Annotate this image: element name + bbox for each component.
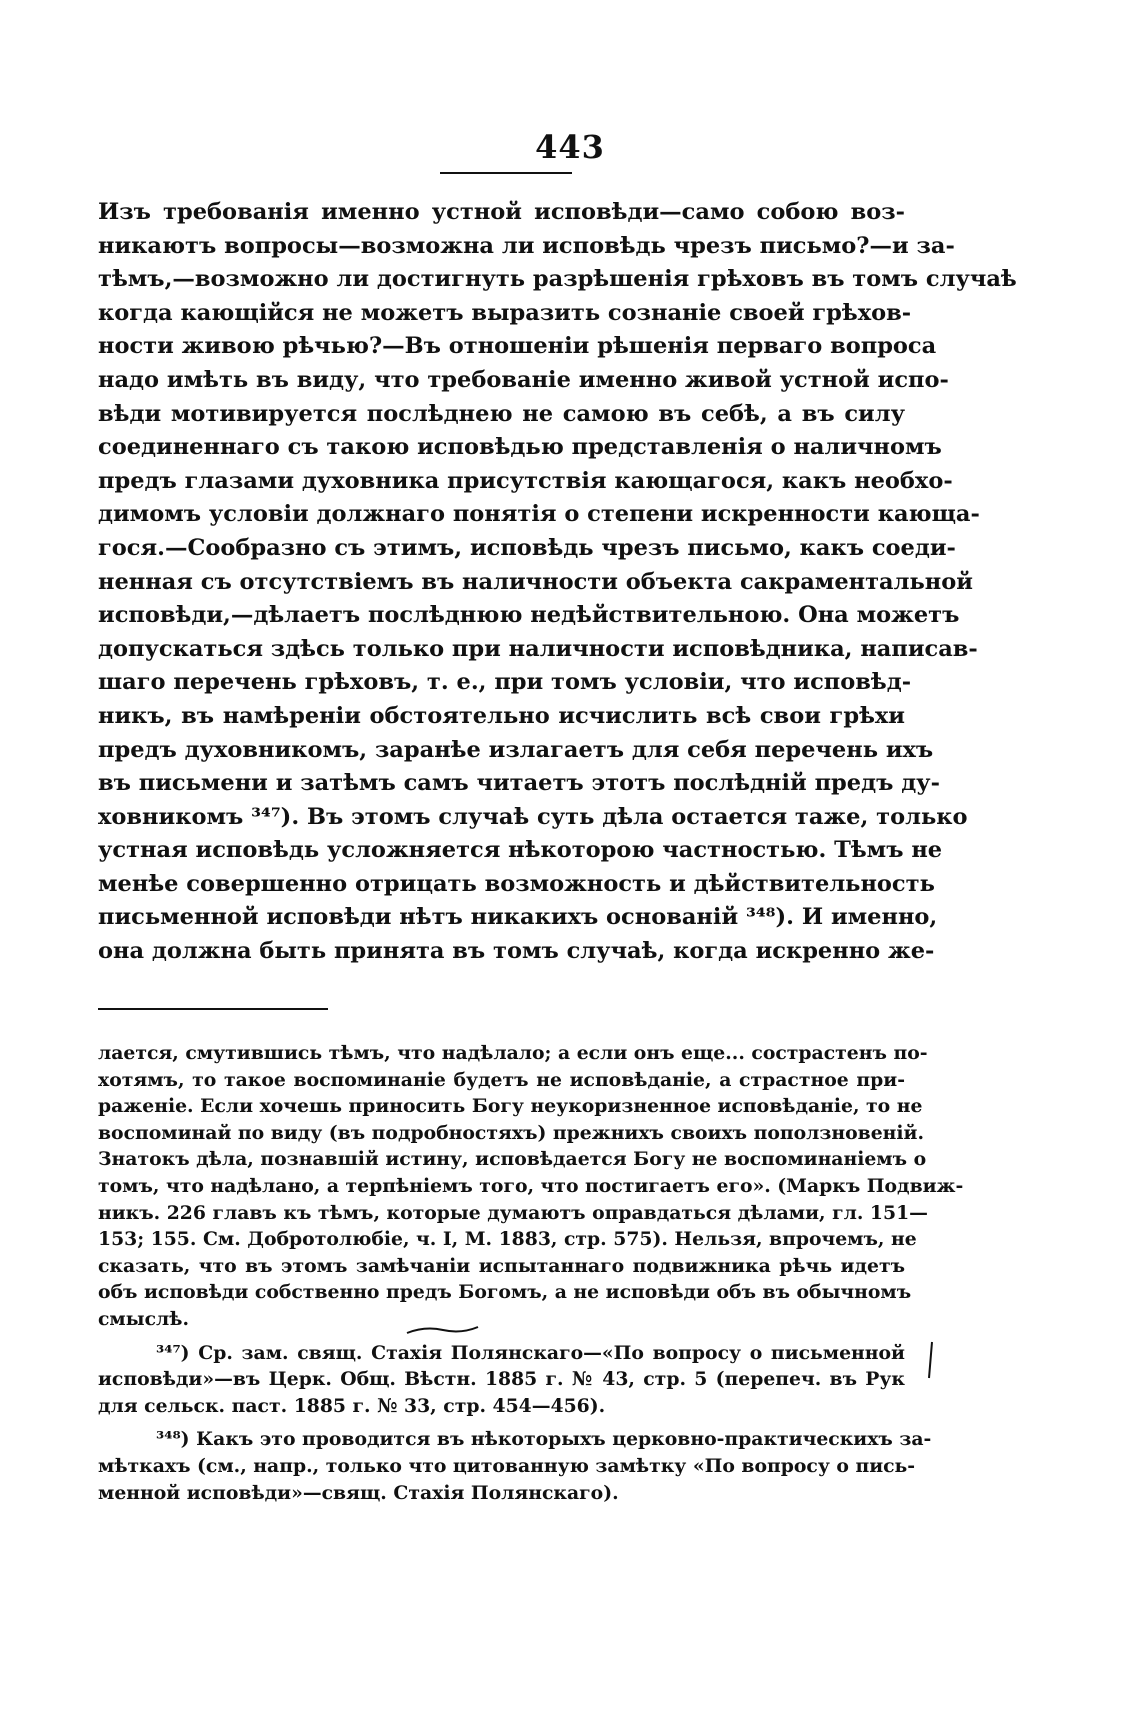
main-text-line: ховникомъ ³⁴⁷). Въ этомъ случаѣ суть дѣла остается таже, только (98, 803, 968, 830)
main-text (98, 196, 1017, 969)
footnote-continuation-line: сказать, что въ этомъ замѣчаніи испытаннаго подвижника рѣчь идетъ (98, 1254, 905, 1277)
main-text-line: гося.—Сообразно съ этимъ, исповѣдь чрезъ письмо, какъ соеди- (98, 534, 956, 561)
footnote-continuation-line: объ исповѣди собственно предъ Богомъ, а не исповѣди объ въ обычномъ (98, 1281, 912, 1304)
footnote-continuation-line: никъ. 226 главъ къ тѣмъ, которые думаютъ оправдаться дѣлами, гл. 151— (98, 1201, 928, 1224)
main-text-line: шаго перечень грѣховъ, т. е., при томъ условіи, что исповѣд- (98, 669, 912, 696)
main-text-line: никаютъ вопросы—возможна ли исповѣдь чрезъ письмо?—и за- (98, 232, 955, 259)
main-text-line: димомъ условіи должнаго понятія о степени искренности кающа- (98, 501, 980, 528)
footnote-348-line: мѣткахъ (см., напр., только что цитованную замѣтку «По вопросу о пись- (98, 1454, 916, 1477)
footnote-continuation-line: раженіе. Если хочешь приносить Богу неукоризненное исповѣданіе, то не (98, 1095, 923, 1118)
main-text-line: Изъ требованія именно устной исповѣди—само собою воз- (98, 199, 905, 225)
main-text-line: въ письмени и затѣмъ самъ читаетъ этотъ послѣдній предъ ду- (98, 770, 940, 797)
page-number-rule (440, 172, 572, 174)
main-text-line: предъ духовникомъ, заранѣе излагаетъ для себя перечень ихъ (98, 736, 934, 763)
main-text-line: исповѣди,—дѣлаетъ послѣднюю недѣйствительною. Она можетъ (98, 602, 960, 629)
page-number: 443 (535, 128, 605, 166)
main-text-line: ненная съ отсутствіемъ въ наличности объекта сакраментальной (98, 568, 973, 595)
main-text-line: устная исповѣдь усложняется нѣкоторою частностью. Тѣмъ не (98, 837, 943, 864)
pencil-underline-mark (405, 1323, 480, 1337)
footnote-continuation-line: Знатокъ дѣла, познавшій истину, исповѣдается Богу не воспоминаніемъ о (98, 1148, 927, 1171)
main-text-line: ности живою рѣчью?—Въ отношеніи рѣшенія перваго вопроса (98, 333, 937, 360)
margin-pencil-mark (924, 1340, 938, 1384)
main-text-line: письменной исповѣди нѣтъ никакихъ основаній ³⁴⁸). И именно, (98, 904, 938, 931)
footnotes (98, 1040, 964, 1506)
footnote-separator (98, 1008, 328, 1010)
footnote-continuation-line: 153; 155. См. Добротолюбіе, ч. I, М. 1883, стр. 575). Нельзя, впрочемъ, не (98, 1228, 917, 1251)
footnote-348-line: менной исповѣди»—свящ. Стахія Полянскаго). (98, 1481, 619, 1504)
footnote-continuation-line: хотямъ, то такое воспоминаніе будетъ не исповѣданіе, а страстное при- (98, 1068, 905, 1091)
footnote-continuation-line: лается, смутившись тѣмъ, что надѣлало; а если онъ еще... сострастенъ по- (98, 1042, 928, 1064)
main-text-line: никъ, въ намѣреніи обстоятельно исчислить всѣ свои грѣхи (98, 702, 905, 729)
main-text-line: тѣмъ,—возможно ли достигнуть разрѣшенія грѣховъ въ томъ случаѣ (98, 266, 1017, 293)
footnote-347-line: ³⁴⁷) Ср. зам. свящ. Стахія Полянскаго—«По вопросу о письменной (156, 1341, 905, 1364)
main-text-line: соединеннаго съ такою исповѣдью представленія о наличномъ (98, 434, 942, 461)
main-text-line: вѣди мотивируется послѣднею не самою въ себѣ, а въ силу (98, 400, 905, 427)
main-text-line: предъ глазами духовника присутствія кающагося, какъ необхо- (98, 467, 953, 494)
main-text-line: когда кающійся не можетъ выразить сознаніе своей грѣхов- (98, 299, 912, 326)
footnote-347-line: исповѣди»—въ Церк. Общ. Вѣстн. 1885 г. № 43, стр. 5 (перепеч. въ Рук (98, 1368, 905, 1391)
main-text-line: она должна быть принята въ томъ случаѣ, когда искренно же- (98, 938, 935, 965)
footnote-347-line: для сельск. паст. 1885 г. № 33, стр. 454—456). (98, 1394, 606, 1417)
main-text-line: допускаться здѣсь только при наличности исповѣдника, написав- (98, 635, 978, 662)
main-text-line: надо имѣть въ виду, что требованіе именно живой устной испо- (98, 366, 949, 393)
footnote-continuation-line: смыслѣ. (98, 1307, 189, 1330)
footnote-348-line: ³⁴⁸) Какъ это проводится въ нѣкоторыхъ церковно-практическихъ за- (156, 1428, 932, 1451)
footnote-continuation-line: томъ, что надѣлано, а терпѣніемъ того, что постигаетъ его». (Маркъ Подвиж- (98, 1174, 964, 1197)
footnote-continuation-line: воспоминай по виду (въ подробностяхъ) прежнихъ своихъ поползновеній. (98, 1121, 924, 1144)
main-text-line: менѣе совершенно отрицать возможность и дѣйствительность (98, 870, 935, 897)
